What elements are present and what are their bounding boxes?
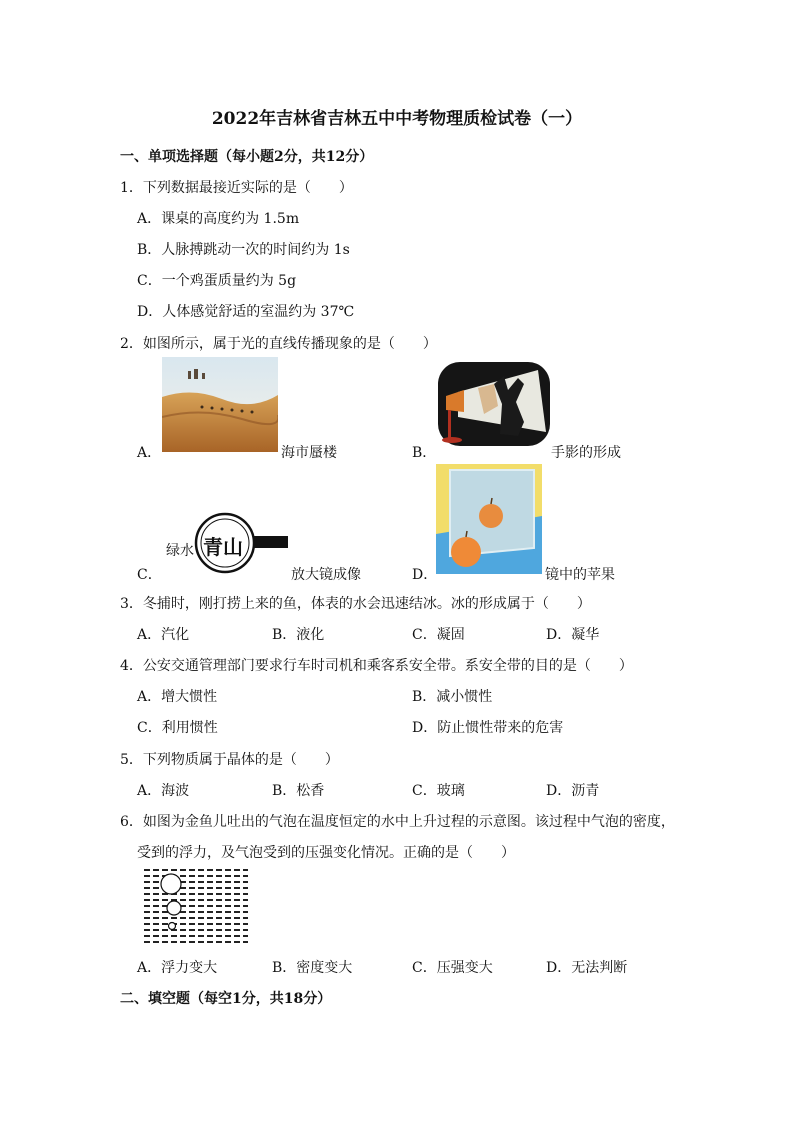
question-5-stem: 5．下列物质属于晶体的是（ ）: [120, 752, 339, 768]
question-1-option-c: C．一个鸡蛋质量约为 5g: [137, 273, 297, 289]
question-1-option-d: D．人体感觉舒适的室温约为 37℃: [137, 304, 355, 320]
question-1-option-a: A．课桌的高度约为 1.5m: [137, 211, 300, 227]
question-6-stem-line1: 6．如图为金鱼儿吐出的气泡在温度恒定的水中上升过程的示意图。该过程中气泡的密度，: [120, 814, 675, 830]
question-2-option-a-letter: A．: [137, 445, 162, 461]
page-title: 2022年吉林省吉林五中中考物理质检试卷（一）: [211, 109, 583, 129]
question-5-option-c: C．玻璃: [412, 783, 465, 799]
question-4-option-b: B．减小惯性: [412, 689, 493, 705]
hand-shadow-image: [438, 362, 550, 446]
question-2-option-c-caption: 放大镜成像: [291, 567, 361, 583]
question-6-option-a: A．浮力变大: [137, 960, 218, 976]
question-2-option-d-caption: 镜中的苹果: [545, 567, 615, 583]
question-3-option-a: A．汽化: [137, 627, 190, 643]
question-6-option-c: C．压强变大: [412, 960, 493, 976]
question-1-stem: 1．下列数据最接近实际的是（ ）: [120, 180, 353, 196]
question-3-stem: 3．冬捕时，刚打捞上来的鱼，体表的水会迅速结冰。冰的形成属于（ ）: [120, 596, 591, 612]
question-4-option-c: C．利用惯性: [137, 720, 218, 736]
question-6-option-d: D．无法判断: [546, 960, 628, 976]
question-1-option-b: B．人脉搏跳动一次的时间约为 1s: [137, 242, 350, 258]
question-5-option-a: A．海波: [137, 783, 190, 799]
question-2-option-c-letter: C．: [137, 567, 162, 583]
question-6-option-b: B．密度变大: [272, 960, 353, 976]
question-4-option-a: A．增大惯性: [137, 689, 218, 705]
question-3-option-d: D．凝华: [546, 627, 600, 643]
green-mountain-lens-text: 青山: [203, 535, 243, 559]
question-5-option-d: D．沥青: [546, 783, 600, 799]
green-water-text: 绿水: [166, 543, 194, 559]
question-2-option-b-caption: 手影的形成: [551, 445, 621, 461]
bubbles-in-water-diagram: [142, 866, 250, 946]
mirage-image: [162, 357, 278, 452]
question-4-option-d: D．防止惯性带来的危害: [412, 720, 564, 736]
question-6-stem-line2: 受到的浮力，及气泡受到的压强变化情况。正确的是（ ）: [137, 845, 515, 861]
question-2-option-b-letter: B．: [412, 445, 437, 461]
question-4-stem: 4．公安交通管理部门要求行车时司机和乘客系安全带。系安全带的目的是（ ）: [120, 658, 633, 674]
question-2-option-d-letter: D．: [412, 567, 438, 583]
question-2-stem: 2．如图所示，属于光的直线传播现象的是（ ）: [120, 336, 437, 352]
question-3-option-b: B．液化: [272, 627, 325, 643]
question-3-option-c: C．凝固: [412, 627, 465, 643]
question-2-option-a-caption: 海市蜃楼: [281, 445, 337, 461]
question-5-option-b: B．松香: [272, 783, 325, 799]
mirror-apple-image: [436, 464, 542, 574]
section-heading-fill-blank: 二、填空题（每空1分，共18分）: [120, 991, 332, 1007]
section-heading-single-choice: 一、单项选择题（每小题2分，共12分）: [120, 149, 374, 165]
